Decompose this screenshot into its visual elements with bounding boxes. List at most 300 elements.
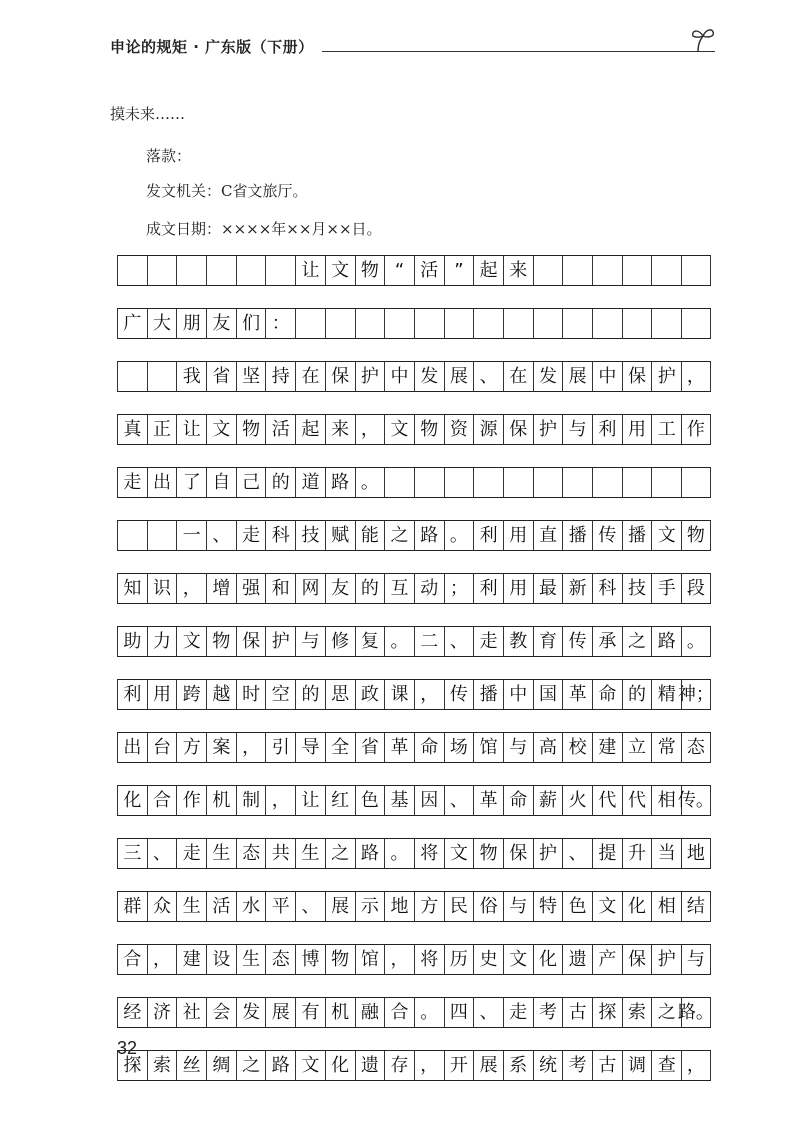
grid-cell: ” <box>444 255 474 286</box>
grid-cell <box>384 467 414 498</box>
grid-cell: 在 <box>503 361 533 392</box>
grid-cell: 当 <box>651 838 681 869</box>
grid-cell: 二 <box>414 626 444 657</box>
grid-cell: “ <box>384 255 414 286</box>
grid-cell: 群 <box>117 891 147 922</box>
grid-row <box>117 997 714 1028</box>
grid-cell: 将 <box>414 838 444 869</box>
grid-cell: 利 <box>592 414 622 445</box>
grid-cell: 保 <box>325 361 355 392</box>
grid-cell: 。 <box>414 997 444 1028</box>
grid-cell: 走 <box>503 997 533 1028</box>
grid-cell: 的 <box>622 679 652 710</box>
grid-cell: 来 <box>325 414 355 445</box>
grid-cell: ， <box>681 1050 711 1081</box>
grid-cell: 有 <box>295 997 325 1028</box>
running-header-title: 申论的规矩 · 广东版（下册） <box>110 37 314 56</box>
grid-cell: 科 <box>265 520 295 551</box>
grid-cell: 保 <box>622 944 652 975</box>
grid-cell: 物 <box>414 414 444 445</box>
grid-cell: 传 <box>562 626 592 657</box>
grid-cell <box>325 308 355 339</box>
grid-cell: 索 <box>622 997 652 1028</box>
grid-cell: 之 <box>325 838 355 869</box>
grid-cell: 红 <box>325 785 355 816</box>
grid-cell: 文 <box>176 626 206 657</box>
grid-cell: ， <box>384 944 414 975</box>
grid-cell: 制 <box>236 785 266 816</box>
grid-cell: 。 <box>681 626 711 657</box>
grid-cell: 们 <box>236 308 266 339</box>
grid-cell: 护 <box>355 361 385 392</box>
grid-cell: 、 <box>147 838 177 869</box>
prose-line-1: 摸未来…… <box>110 105 186 123</box>
grid-cell <box>592 255 622 286</box>
grid-cell: 之 <box>384 520 414 551</box>
grid-cell <box>147 361 177 392</box>
grid-cell: 最 <box>533 573 563 604</box>
grid-row <box>117 467 711 498</box>
grid-cell: 命 <box>503 785 533 816</box>
grid-cell: 手 <box>651 573 681 604</box>
grid-cell: ， <box>265 785 295 816</box>
grid-cell: 物 <box>355 255 385 286</box>
grid-cell: 化 <box>533 944 563 975</box>
grid-cell <box>562 255 592 286</box>
grid-cell: 生 <box>176 891 206 922</box>
grid-cell: 高 <box>533 732 563 763</box>
grid-cell: 立 <box>622 732 652 763</box>
grid-cell: 发 <box>236 997 266 1028</box>
grid-cell: 案 <box>206 732 236 763</box>
grid-cell: 革 <box>562 679 592 710</box>
grid-cell: 开 <box>444 1050 474 1081</box>
grid-cell: 道 <box>295 467 325 498</box>
grid-cell: 用 <box>622 414 652 445</box>
grid-cell <box>562 467 592 498</box>
grid-cell: 朋 <box>176 308 206 339</box>
grid-cell <box>206 255 236 286</box>
grid-cell: 利 <box>473 520 503 551</box>
grid-cell: 基 <box>384 785 414 816</box>
grid-cell: 机 <box>206 785 236 816</box>
grid-cell <box>265 255 295 286</box>
sprout-icon <box>688 24 718 54</box>
grid-cell: 强 <box>236 573 266 604</box>
grid-cell: 将 <box>414 944 444 975</box>
grid-cell <box>533 467 563 498</box>
grid-cell: 色 <box>355 785 385 816</box>
grid-cell: 四 <box>444 997 474 1028</box>
grid-cell: 省 <box>206 361 236 392</box>
grid-cell: 考 <box>562 1050 592 1081</box>
grid-cell: 与 <box>681 944 711 975</box>
grid-cell: 保 <box>503 838 533 869</box>
grid-cell: 让 <box>176 414 206 445</box>
grid-cell <box>414 308 444 339</box>
grid-cell: 文 <box>325 255 355 286</box>
grid-cell: 文 <box>503 944 533 975</box>
grid-cell: 省 <box>355 732 385 763</box>
grid-cell: 的 <box>295 679 325 710</box>
grid-cell: 革 <box>473 785 503 816</box>
grid-cell: ， <box>355 414 385 445</box>
grid-cell: 与 <box>503 891 533 922</box>
grid-cell: ， <box>236 732 266 763</box>
grid-row <box>117 944 711 975</box>
prose-line-3: 发文机关：C省文旅厅。 <box>146 182 308 200</box>
grid-cell: 路 <box>414 520 444 551</box>
grid-cell: 济 <box>147 997 177 1028</box>
grid-cell: 索 <box>147 1050 177 1081</box>
grid-cell: 赋 <box>325 520 355 551</box>
grid-cell: 与 <box>562 414 592 445</box>
grid-cell: 承 <box>592 626 622 657</box>
grid-cell: 社 <box>176 997 206 1028</box>
grid-cell: 物 <box>681 520 711 551</box>
grid-cell: 水 <box>236 891 266 922</box>
grid-cell: 护 <box>533 414 563 445</box>
grid-cell: 保 <box>236 626 266 657</box>
grid-cell: 合 <box>147 785 177 816</box>
grid-cell: 方 <box>414 891 444 922</box>
grid-cell: 真 <box>117 414 147 445</box>
grid-cell: 之 <box>236 1050 266 1081</box>
grid-cell: ； <box>444 573 474 604</box>
grid-cell <box>473 467 503 498</box>
grid-cell: 生 <box>236 944 266 975</box>
grid-cell: 播 <box>562 520 592 551</box>
grid-cell: 探 <box>592 997 622 1028</box>
grid-cell: 课 <box>384 679 414 710</box>
grid-cell: 广 <box>117 308 147 339</box>
grid-cell: 一 <box>176 520 206 551</box>
grid-cell: 设 <box>206 944 236 975</box>
grid-cell: 遗 <box>355 1050 385 1081</box>
grid-cell: 特 <box>533 891 563 922</box>
grid-cell: 台 <box>147 732 177 763</box>
grid-cell: 力 <box>147 626 177 657</box>
grid-row <box>117 308 711 339</box>
grid-cell: 用 <box>147 679 177 710</box>
grid-cell: 态 <box>681 732 711 763</box>
grid-cell: 、 <box>473 997 503 1028</box>
grid-cell <box>117 255 147 286</box>
grid-cell: 出 <box>117 732 147 763</box>
grid-cell: 全 <box>325 732 355 763</box>
grid-cell: 让 <box>295 255 325 286</box>
grid-cell: 提 <box>592 838 622 869</box>
grid-cell: 系 <box>503 1050 533 1081</box>
grid-cell: 引 <box>265 732 295 763</box>
grid-cell: 科 <box>592 573 622 604</box>
grid-row <box>117 732 711 763</box>
grid-cell: 工 <box>651 414 681 445</box>
grid-cell: 导 <box>295 732 325 763</box>
grid-cell: 升 <box>622 838 652 869</box>
grid-cell: 能 <box>355 520 385 551</box>
prose-line-4: 成文日期：××××年××月××日。 <box>146 220 382 238</box>
grid-cell <box>355 308 385 339</box>
grid-cell: 路 <box>265 1050 295 1081</box>
grid-cell: 、 <box>444 785 474 816</box>
grid-cell: 馆 <box>473 732 503 763</box>
grid-cell: 起 <box>295 414 325 445</box>
grid-cell <box>444 467 474 498</box>
grid-cell: 众 <box>147 891 177 922</box>
grid-cell: 助 <box>117 626 147 657</box>
grid-row <box>117 679 714 710</box>
grid-cell: 段 <box>681 573 711 604</box>
grid-cell: 活 <box>265 414 295 445</box>
grid-cell: 保 <box>622 361 652 392</box>
grid-cell: 生 <box>206 838 236 869</box>
grid-cell: 融 <box>355 997 385 1028</box>
grid-cell: ， <box>414 1050 444 1081</box>
grid-cell: 与 <box>503 732 533 763</box>
grid-cell: 文 <box>206 414 236 445</box>
grid-row <box>117 838 711 869</box>
running-header <box>110 34 715 58</box>
grid-cell: 博 <box>295 944 325 975</box>
grid-cell: 生 <box>295 838 325 869</box>
grid-cell: 利 <box>117 679 147 710</box>
grid-cell: 利 <box>473 573 503 604</box>
grid-cell: 会 <box>206 997 236 1028</box>
grid-cell: 、 <box>444 626 474 657</box>
grid-cell: 化 <box>325 1050 355 1081</box>
grid-row <box>117 785 714 816</box>
grid-cell: ， <box>681 361 711 392</box>
grid-cell: 播 <box>622 520 652 551</box>
grid-cell: 了 <box>176 467 206 498</box>
grid-cell <box>533 255 563 286</box>
grid-cell: 传 <box>444 679 474 710</box>
grid-cell: 互 <box>384 573 414 604</box>
grid-cell: 源 <box>473 414 503 445</box>
grid-cell <box>622 308 652 339</box>
grid-cell <box>444 308 474 339</box>
grid-cell: 路 <box>355 838 385 869</box>
grid-row <box>117 414 711 445</box>
grid-row <box>117 255 711 286</box>
grid-cell: 自 <box>206 467 236 498</box>
grid-row <box>117 361 711 392</box>
grid-cell: 物 <box>325 944 355 975</box>
grid-cell: 考 <box>533 997 563 1028</box>
grid-cell: 用 <box>503 573 533 604</box>
grid-cell: 方 <box>176 732 206 763</box>
grid-cell <box>117 520 147 551</box>
grid-cell <box>562 308 592 339</box>
grid-cell: 走 <box>117 467 147 498</box>
grid-cell: 起 <box>473 255 503 286</box>
grid-cell: 路。 <box>681 997 711 1028</box>
grid-cell: 薪 <box>533 785 563 816</box>
grid-cell: 育 <box>533 626 563 657</box>
grid-cell: 之 <box>622 626 652 657</box>
grid-cell: ， <box>414 679 444 710</box>
grid-cell <box>503 467 533 498</box>
grid-cell: 相 <box>651 891 681 922</box>
grid-cell <box>295 308 325 339</box>
grid-cell: 技 <box>622 573 652 604</box>
grid-cell: 文 <box>384 414 414 445</box>
grid-cell: 合 <box>384 997 414 1028</box>
grid-cell <box>384 308 414 339</box>
grid-cell: 传。 <box>681 785 711 816</box>
grid-cell: 革 <box>384 732 414 763</box>
grid-cell: 态 <box>265 944 295 975</box>
grid-cell: 思 <box>325 679 355 710</box>
grid-cell: 常 <box>651 732 681 763</box>
grid-cell: 地 <box>384 891 414 922</box>
grid-cell: 我 <box>176 361 206 392</box>
grid-cell: 识 <box>147 573 177 604</box>
grid-cell: 的 <box>355 573 385 604</box>
grid-cell: 丝 <box>176 1050 206 1081</box>
grid-cell: 合 <box>117 944 147 975</box>
grid-cell: 网 <box>295 573 325 604</box>
grid-cell: 活 <box>206 891 236 922</box>
grid-cell: 复 <box>355 626 385 657</box>
grid-cell: 。 <box>355 467 385 498</box>
grid-cell: 跨 <box>176 679 206 710</box>
grid-cell: 文 <box>444 838 474 869</box>
grid-cell: 展 <box>325 891 355 922</box>
grid-cell: 友 <box>206 308 236 339</box>
grid-cell: 机 <box>325 997 355 1028</box>
grid-cell: 中 <box>592 361 622 392</box>
grid-cell: 己 <box>236 467 266 498</box>
grid-cell: 物 <box>206 626 236 657</box>
grid-cell: 作 <box>681 414 711 445</box>
grid-row <box>117 520 711 551</box>
grid-cell: 展 <box>562 361 592 392</box>
grid-cell: 命 <box>592 679 622 710</box>
grid-cell: 越 <box>206 679 236 710</box>
grid-cell: 技 <box>295 520 325 551</box>
grid-cell: 资 <box>444 414 474 445</box>
grid-cell <box>147 520 177 551</box>
grid-cell: 物 <box>236 414 266 445</box>
grid-cell: 文 <box>651 520 681 551</box>
grid-cell <box>651 255 681 286</box>
grid-cell: 走 <box>236 520 266 551</box>
grid-cell: 护 <box>265 626 295 657</box>
grid-cell: 传 <box>592 520 622 551</box>
page-number: 32 <box>117 1038 138 1058</box>
grid-row <box>117 626 711 657</box>
grid-cell: 场 <box>444 732 474 763</box>
grid-cell: 活 <box>414 255 444 286</box>
grid-cell: 国 <box>533 679 563 710</box>
grid-cell: 校 <box>562 732 592 763</box>
grid-cell: 地 <box>681 838 711 869</box>
grid-cell: 文 <box>592 891 622 922</box>
grid-cell: 中 <box>503 679 533 710</box>
grid-cell: 之 <box>651 997 681 1028</box>
grid-cell: 直 <box>533 520 563 551</box>
grid-cell: 态 <box>236 838 266 869</box>
prose-line-2: 落款： <box>146 147 192 165</box>
grid-cell: 相 <box>651 785 681 816</box>
grid-cell: 经 <box>117 997 147 1028</box>
grid-cell: 动 <box>414 573 444 604</box>
grid-cell: 走 <box>473 626 503 657</box>
grid-cell: 正 <box>147 414 177 445</box>
grid-cell: 。 <box>384 838 414 869</box>
grid-cell: 查 <box>651 1050 681 1081</box>
header-rule <box>322 51 715 52</box>
grid-cell: 路 <box>325 467 355 498</box>
grid-cell: 中 <box>384 361 414 392</box>
grid-cell: 、 <box>473 361 503 392</box>
grid-cell: 神； <box>681 679 711 710</box>
grid-cell: ， <box>176 573 206 604</box>
grid-row <box>117 573 711 604</box>
grid-cell <box>592 308 622 339</box>
grid-cell: 建 <box>592 732 622 763</box>
grid-cell: 示 <box>355 891 385 922</box>
grid-cell: 代 <box>592 785 622 816</box>
grid-cell <box>681 308 711 339</box>
grid-row <box>117 1050 711 1081</box>
grid-row <box>117 891 711 922</box>
grid-cell: 。 <box>444 520 474 551</box>
grid-cell: 增 <box>206 573 236 604</box>
grid-cell <box>236 255 266 286</box>
grid-cell <box>681 467 711 498</box>
grid-cell: 大 <box>147 308 177 339</box>
grid-cell <box>592 467 622 498</box>
grid-cell: 坚 <box>236 361 266 392</box>
grid-cell: ， <box>147 944 177 975</box>
grid-cell: 代 <box>622 785 652 816</box>
grid-cell: 发 <box>414 361 444 392</box>
grid-cell: 、 <box>295 891 325 922</box>
grid-cell: 平 <box>265 891 295 922</box>
grid-cell <box>473 308 503 339</box>
grid-cell: 护 <box>651 944 681 975</box>
grid-cell: 修 <box>325 626 355 657</box>
grid-cell: 用 <box>503 520 533 551</box>
grid-cell: 路 <box>651 626 681 657</box>
grid-cell: 教 <box>503 626 533 657</box>
grid-cell: 走 <box>176 838 206 869</box>
grid-cell <box>681 255 711 286</box>
grid-cell <box>533 308 563 339</box>
grid-cell: 播 <box>473 679 503 710</box>
grid-cell: 精 <box>651 679 681 710</box>
grid-cell: 护 <box>533 838 563 869</box>
grid-cell: 火 <box>562 785 592 816</box>
grid-cell: 新 <box>562 573 592 604</box>
grid-cell <box>651 308 681 339</box>
grid-cell: 保 <box>503 414 533 445</box>
grid-cell: 调 <box>622 1050 652 1081</box>
grid-cell: 、 <box>206 520 236 551</box>
grid-cell <box>622 467 652 498</box>
grid-cell: 在 <box>295 361 325 392</box>
grid-cell: 展 <box>444 361 474 392</box>
grid-cell: 产 <box>592 944 622 975</box>
grid-cell: 政 <box>355 679 385 710</box>
grid-cell: 古 <box>592 1050 622 1081</box>
grid-cell: 物 <box>473 838 503 869</box>
grid-cell: 化 <box>117 785 147 816</box>
grid-cell <box>117 361 147 392</box>
